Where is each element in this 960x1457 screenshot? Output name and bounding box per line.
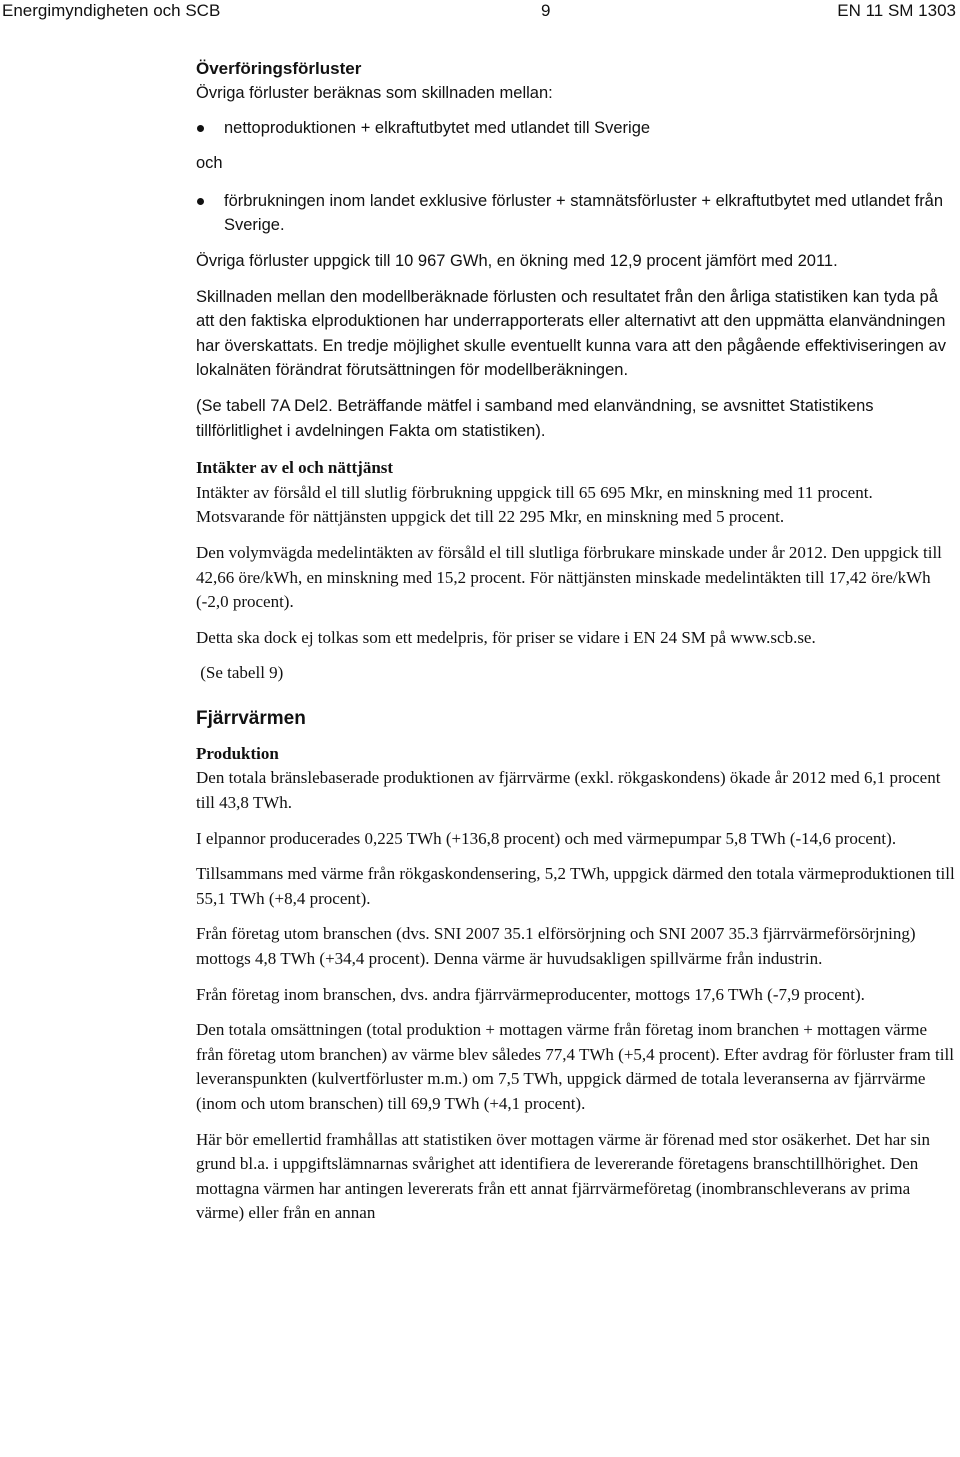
paragraph: Den volymvägda medelintäkten av försåld el till slutliga förbrukare minskade under år 2012. Den uppgick till 42,66 öre/kWh, en minskning med 15,2 procent. För nättjänsten minskade medelintäkten till 17,42 öre/kWh (-2,0 procent). xyxy=(196,542,942,612)
connector-text: och xyxy=(196,154,223,173)
paragraph: Den totala bränslebaserade produktionen av fjärrvärme (exkl. rökgaskondens) ökade år 2012 med 6,1 procent till 43,8 TWh. xyxy=(196,768,941,813)
page-header xyxy=(0,0,960,26)
bullet-icon xyxy=(197,125,204,132)
paragraph: Skillnaden mellan den modellberäknade förlusten och resultatet från den årliga statistiken kan tyda på att den faktiska elproduktionen har underrapporterats eller alternativt att den uppmätta elanvändningen har överskattats. En tredje möjlighet skulle eventuellt kunna vara att den pågående effektiviseringen av lokalnäten förändrat förutsättningen för modellberäkningen. xyxy=(196,287,946,380)
paragraph: Från företag utom branschen (dvs. SNI 2007 35.1 elförsörjning och SNI 2007 35.3 fjärrvärmeförsörjning) mottogs 4,8 TWh (+34,4 procent). Denna värme är huvudsakligen spillvärme från industrin. xyxy=(196,924,916,969)
header-publisher: Energimyndigheten och SCB xyxy=(2,1,221,20)
paragraph: (Se tabell 7A Del2. Beträffande mätfel i samband med elanvändning, se avsnittet Statistikens tillförlitlighet i avdelningen Fakta om statistiken). xyxy=(196,396,874,440)
paragraph: Den totala omsättningen (total produktion + mottagen värme från företag inom branchen + mottagen värme från företag utom branchen) av värme blev således 77,4 TWh (+5,4 procent). Efter avdrag för förluster fram till leveranspunkten (kulvertförluster m.m.) om 7,5 TWh, uppgick därmed de totala leveranserna av fjärrvärme (inom och utom branschen) till 69,9 TWh (+4,1 procent). xyxy=(196,1020,954,1113)
paragraph: Detta ska dock ej tolkas som ett medelpris, för priser se vidare i EN 24 SM på www.scb.se. xyxy=(196,627,816,647)
intro-paragraph: Övriga förluster beräknas som skillnaden mellan: xyxy=(196,84,553,102)
header-report-id: EN 11 SM 1303 xyxy=(837,1,956,20)
document-body xyxy=(196,57,956,1237)
section-title: Intäkter av el och nättjänst xyxy=(196,458,394,478)
bullet-list xyxy=(196,189,956,238)
paragraph: Tillsammans med värme från rökgaskondensering, 5,2 TWh, uppgick därmed den totala värmeproduktionen till 55,1 TWh (+8,4 procent). xyxy=(196,864,955,908)
paragraph: Från företag inom branschen, dvs. andra fjärrvärmeproducenter, mottogs 17,6 TWh (-7,9 procent). xyxy=(196,984,865,1004)
paragraph: Intäkter av försåld el till slutlig förbrukning uppgick till 65 695 Mkr, en minskning med 11 procent. Motsvarande för nättjänsten uppgick det till 22 295 Mkr, en minskning med 5 procent. xyxy=(196,482,873,527)
section-title: Överföringsförluster xyxy=(196,59,362,78)
bullet-text: förbrukningen inom landet exklusive förluster + stamnätsförluster + elkraftutbytet med utlandet från Sverige. xyxy=(224,191,944,235)
bullet-list xyxy=(196,116,956,141)
header-page-number: 9 xyxy=(541,1,551,20)
list-item xyxy=(196,116,956,141)
paragraph: Övriga förluster uppgick till 10 967 GWh, en ökning med 12,9 procent jämfört med 2011. xyxy=(196,251,838,270)
paragraph: Här bör emellertid framhållas att statistiken över mottagen värme är förenad med stor osäkerhet. Det har sin grund bl.a. i uppgiftslämnarnas svårighet att identifiera de levererande företagens branschtillhörighet. Den mottagna värmen har antingen levererats från ett annat fjärrvärmeföretag (inombranschleverans av prima värme) eller från en annan xyxy=(196,1129,931,1223)
bullet-icon xyxy=(197,198,204,205)
bullet-text: nettoproduktionen + elkraftutbytet med utlandet till Sverige xyxy=(224,118,651,137)
paragraph: I elpannor producerades 0,225 TWh (+136,8 procent) och med värmepumpar 5,8 TWh (-14,6 procent). xyxy=(196,828,897,848)
section-transmission-losses xyxy=(196,57,956,443)
section-title: Fjärrvärmen xyxy=(196,707,306,729)
list-item xyxy=(196,189,956,238)
section-revenue xyxy=(196,456,956,686)
subsection-title: Produktion xyxy=(196,743,279,763)
table-reference: (Se tabell 9) xyxy=(196,663,284,683)
section-district-heating xyxy=(196,706,956,1226)
